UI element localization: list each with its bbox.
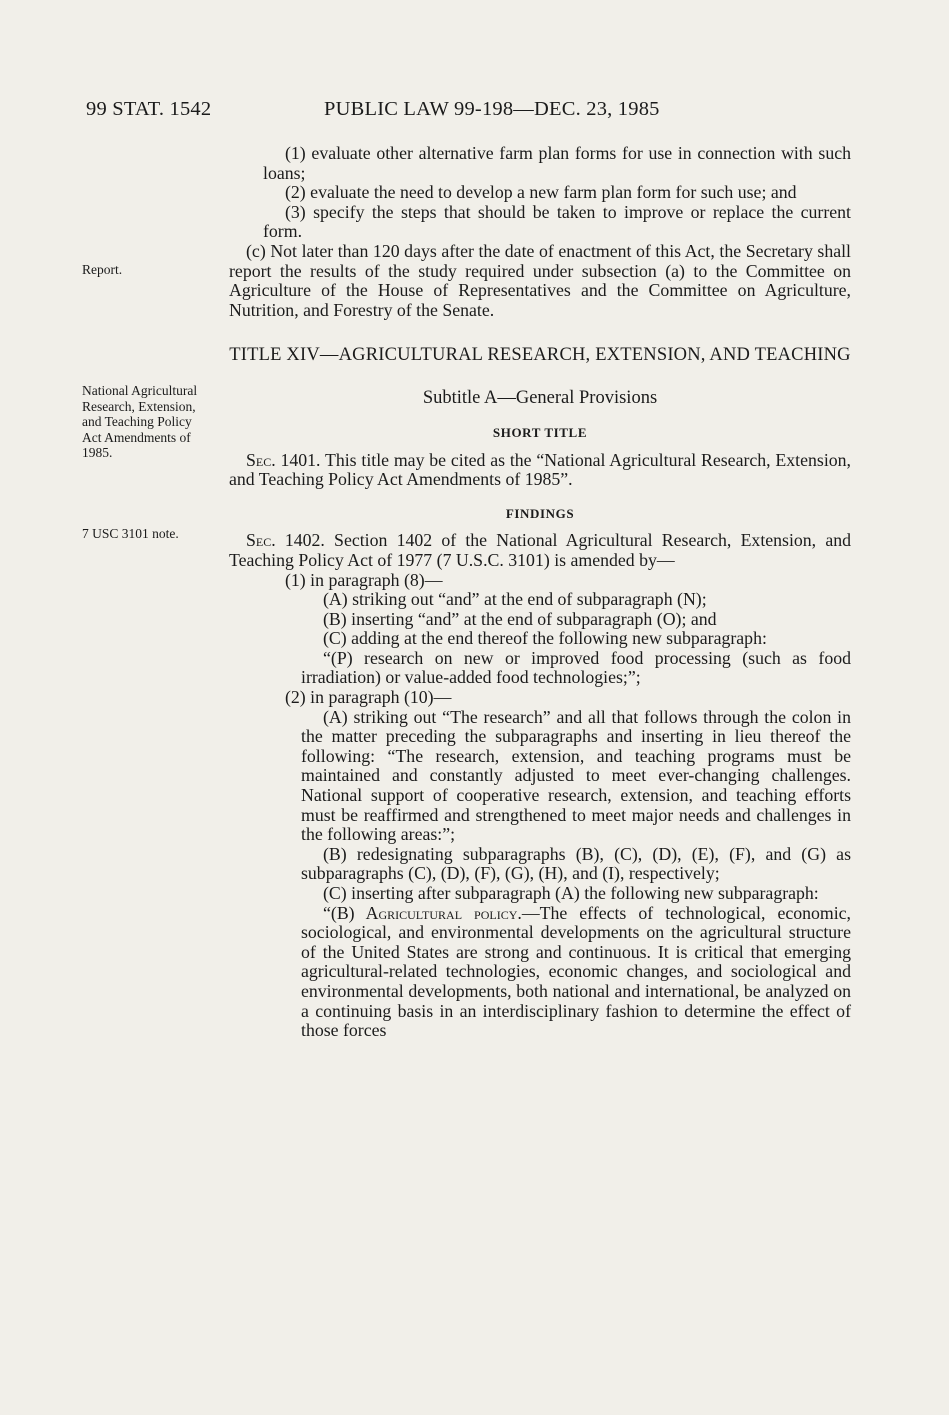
paragraph-10-b: (B) redesignating subparagraphs (B), (C), (D), (E), (F), and (G) as subparagraphs (C), (D), (F), (G), (H), and (I), respectively;: [301, 843, 851, 884]
item-1-text: (1) evaluate other alternative farm plan forms for use in connection with such loans;: [263, 143, 851, 183]
paragraph-10: (2) in paragraph (10)—: [285, 687, 452, 708]
item-2: [229, 183, 851, 203]
agricultural-policy-text: —The effects of technological, economic, sociological, and environmental developments on the agricultural structure of the United States are strong and continuous. It is critical that emerging agricultural-related technologies, economic changes, and sociological and environmental developments, both national and international, be analyzed on a continuing basis in an interdisciplinary fashion to determine the effect of those forces: [301, 902, 852, 1041]
paragraph-8: (1) in paragraph (8)—: [285, 569, 443, 590]
paragraph-10-a: (A) striking out “The research” and all that follows through the colon in the matter preceding the subparagraphs and inserting in lieu thereof the following: “The research, extension, and teaching programs must be maintained and constantly adjusted to meet ever-changing challenges. National support of cooperative research, extension, and teaching efforts must be reaffirmed and strengthened to meet major needs and challenges in the following areas:”;: [301, 706, 851, 845]
findings-heading: FINDINGS: [505, 505, 575, 521]
margin-note-report: Report.: [82, 262, 123, 277]
paragraph-c: (c) Not later than 120 days after the date of enactment of this Act, the Secretary shall report the results of the study required under subsection (a) to the Committee on Agriculture of the House of Representatives and the Committee on Agriculture, Nutrition, and Forestry of the Senate.: [229, 240, 851, 320]
section-1401: [229, 451, 851, 490]
public-law-heading: PUBLIC LAW 99-198—DEC. 23, 1985: [324, 98, 660, 120]
section-1402: [229, 531, 851, 570]
item-3: [229, 203, 851, 242]
subtitle-a-heading: Subtitle A—General Provisions: [422, 388, 658, 409]
paragraph-8-p-quote: “(P) research on new or improved food processing (such as food irradiation) or value-added food technologies;”;: [301, 647, 851, 688]
title-xiv-heading: TITLE XIV—AGRICULTURAL RESEARCH, EXTENSION, AND TEACHING: [229, 345, 851, 366]
short-title-heading: SHORT TITLE: [492, 424, 588, 440]
paragraph-8-a: (A) striking out “and” at the end of subparagraph (N);: [323, 589, 707, 610]
section-1401-text: 1401. This title may be cited as the “National Agricultural Research, Extension, and Teaching Policy Act Amendments of 1985”.: [229, 449, 851, 490]
item-1: [229, 144, 851, 183]
item-3-text: (3) specify the steps that should be taken to improve or replace the current form.: [263, 201, 851, 242]
paragraph-8-c: (C) adding at the end thereof the following new subparagraph:: [323, 628, 767, 649]
page-header: [86, 98, 851, 128]
margin-note-usc: 7 USC 3101 note.: [82, 526, 179, 541]
document-body: [229, 144, 851, 1041]
paragraph-10-c: (C) inserting after subparagraph (A) the following new subparagraph:: [323, 883, 819, 903]
section-1401-label: Sec.: [246, 449, 276, 470]
agricultural-policy-quote: [229, 904, 851, 1041]
paragraph-8-b: (B) inserting “and” at the end of subparagraph (O); and: [323, 608, 717, 629]
item-2-text: (2) evaluate the need to develop a new farm plan form for such use; and: [285, 182, 797, 203]
margin-note-short-title: National Agricultural Research, Extension, and Teaching Policy Act Amendments of 1985.: [82, 383, 198, 460]
stat-page-number: 99 STAT. 1542: [86, 98, 212, 120]
agricultural-policy-lead: “(B) Agricultural policy.: [323, 902, 522, 923]
section-1402-label: Sec.: [246, 530, 276, 551]
section-1402-text: 1402. Section 1402 of the National Agricultural Research, Extension, and Teaching Policy Act of 1977 (7 U.S.C. 3101) is amended by—: [229, 530, 851, 570]
